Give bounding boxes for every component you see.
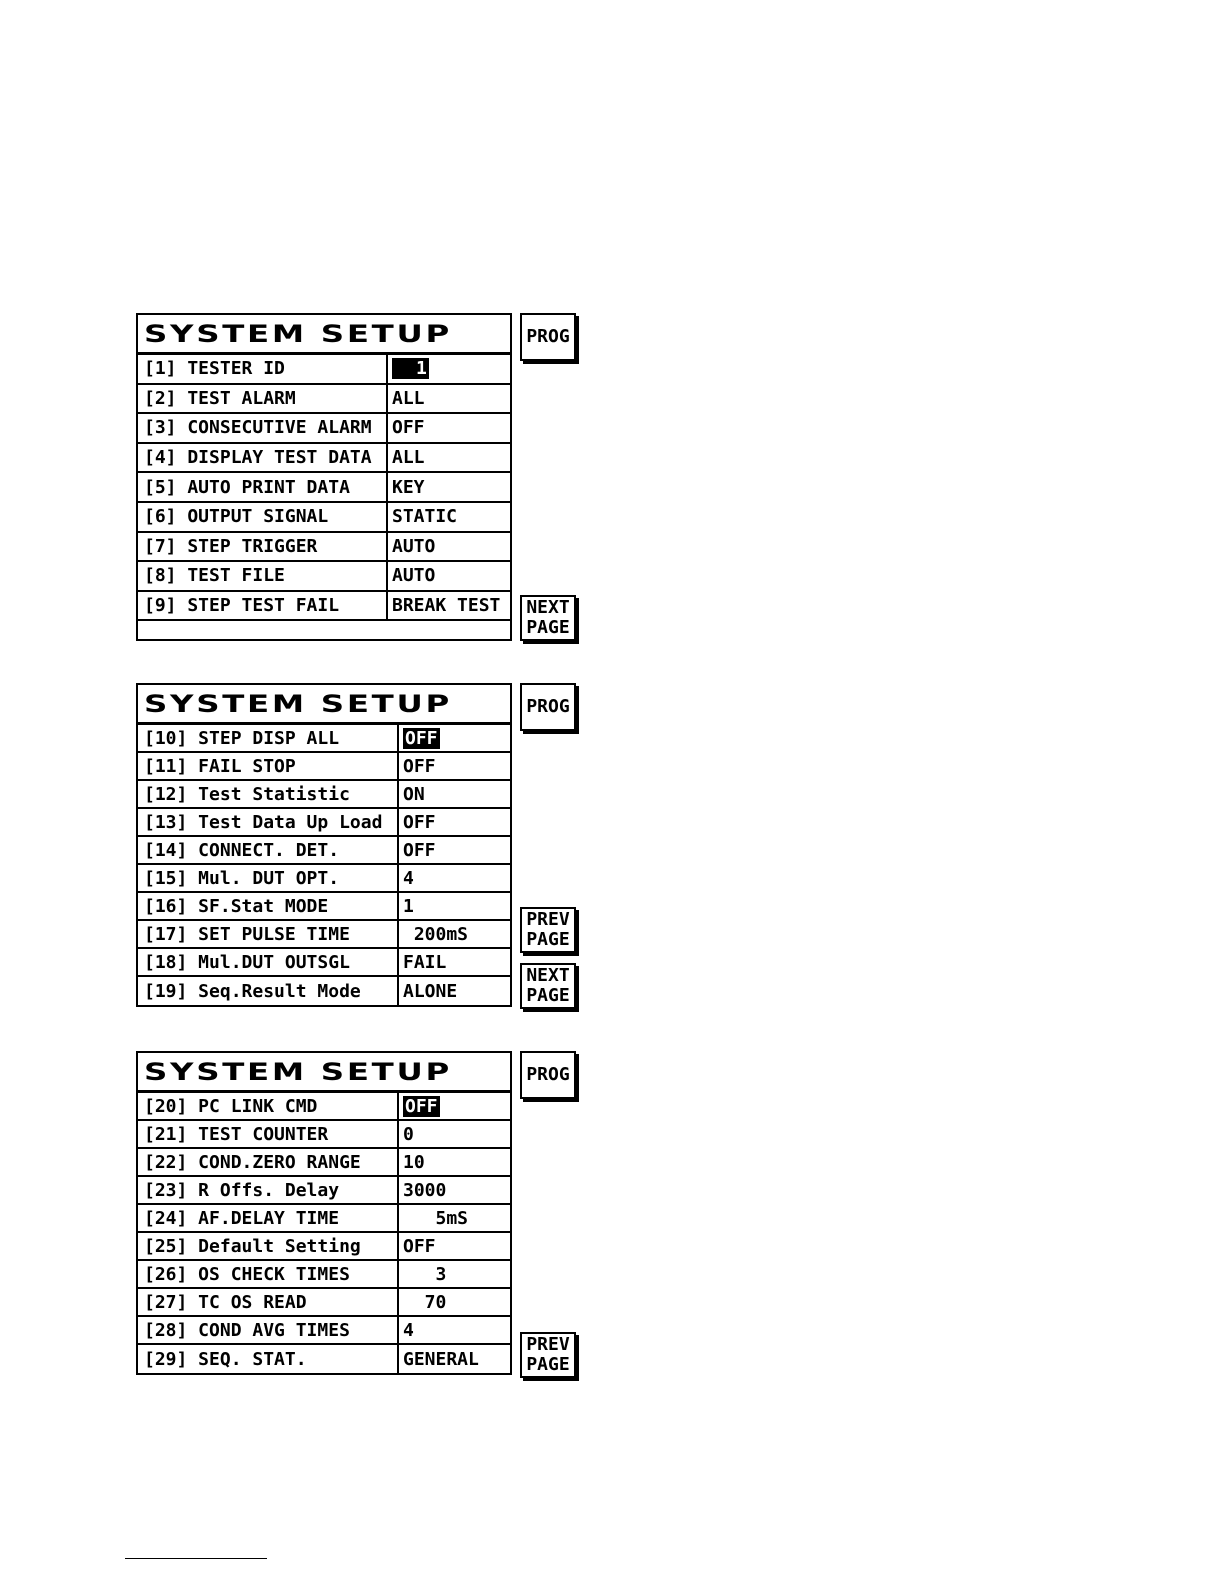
button-label-line-1: NEXT	[526, 965, 570, 986]
rows-1	[138, 355, 510, 639]
prev-page-button[interactable]	[520, 907, 576, 953]
button-label-line-1: PREV	[526, 1334, 570, 1355]
setting-row-step-trigger[interactable]	[138, 533, 510, 563]
setting-row-tester-id[interactable]	[138, 355, 510, 385]
setting-label: [18] Mul.DUT OUTSGL	[138, 949, 399, 975]
prog-button[interactable]	[520, 1051, 576, 1099]
setting-row-step-test-fail[interactable]	[138, 592, 510, 622]
setting-label: [20] PC LINK CMD	[138, 1093, 399, 1119]
setting-row-connect-det[interactable]	[138, 837, 510, 865]
setting-row-pc-link-cmd[interactable]	[138, 1093, 510, 1121]
setting-label: [15] Mul. DUT OPT.	[138, 865, 399, 891]
setting-value[interactable]: ALL	[392, 447, 425, 469]
setting-row-fail-stop[interactable]	[138, 753, 510, 781]
setting-value[interactable]: OFF	[403, 811, 436, 833]
setting-row-test-counter[interactable]	[138, 1121, 510, 1149]
button-label-line-2: PAGE	[526, 617, 570, 638]
setting-label: [13] Test Data Up Load	[138, 809, 399, 835]
setting-label: [17] SET PULSE TIME	[138, 921, 399, 947]
setting-label: [27] TC OS READ	[138, 1289, 399, 1315]
button-label-line-2: PAGE	[526, 929, 570, 950]
setting-label: [1] TESTER ID	[138, 355, 388, 383]
system-setup-panel-1	[136, 313, 578, 645]
button-label-line-2: PAGE	[526, 985, 570, 1006]
prog-button-label: PROG	[526, 696, 570, 717]
next-page-button[interactable]	[520, 963, 576, 1009]
selected-value: OFF	[405, 727, 438, 749]
setting-row-af-delay-time[interactable]	[138, 1205, 510, 1233]
setting-label: [11] FAIL STOP	[138, 753, 399, 779]
setting-row-mul-dut-opt[interactable]	[138, 865, 510, 893]
setting-value[interactable]: OFF	[392, 417, 425, 439]
prev-page-button[interactable]	[520, 1332, 576, 1378]
setting-value[interactable]	[388, 355, 429, 383]
setting-label: [14] CONNECT. DET.	[138, 837, 399, 863]
setting-label: [16] SF.Stat MODE	[138, 893, 399, 919]
setting-row-output-signal[interactable]	[138, 503, 510, 533]
setting-row-mul-dut-outsgl[interactable]	[138, 949, 510, 977]
setting-value[interactable]: BREAK TEST	[392, 595, 501, 617]
setting-value[interactable]: AUTO	[392, 565, 436, 587]
setting-value[interactable]: ON	[403, 783, 425, 805]
settings-table-2	[136, 683, 512, 1007]
setting-row-cond-zero-range[interactable]	[138, 1149, 510, 1177]
setting-label: [10] STEP DISP ALL	[138, 725, 399, 751]
setting-row-consecutive-alarm[interactable]	[138, 414, 510, 444]
rows-3	[138, 1093, 510, 1373]
setting-row-step-disp-all[interactable]	[138, 725, 510, 753]
setting-label: [8] TEST FILE	[138, 562, 388, 590]
setting-label: [26] OS CHECK TIMES	[138, 1261, 399, 1287]
setting-value[interactable]: 200mS	[403, 923, 469, 945]
next-page-button[interactable]	[520, 595, 576, 641]
setting-label: [28] COND AVG TIMES	[138, 1317, 399, 1343]
setting-label: [21] TEST COUNTER	[138, 1121, 399, 1147]
setting-label: [23] R Offs. Delay	[138, 1177, 399, 1203]
setting-value[interactable]	[399, 725, 440, 751]
panel-title: SYSTEM SETUP	[138, 315, 510, 355]
setting-label: [3] CONSECUTIVE ALARM	[138, 414, 388, 442]
setting-row-seq-result-mode[interactable]	[138, 977, 510, 1005]
button-label-line-1: NEXT	[526, 597, 570, 618]
setting-label: [25] Default Setting	[138, 1233, 399, 1259]
settings-table-1	[136, 313, 512, 641]
button-label-line-1: PREV	[526, 909, 570, 930]
setting-value[interactable]	[399, 1093, 440, 1119]
setting-row-seq-stat[interactable]	[138, 1345, 510, 1373]
setting-label: [19] Seq.Result Mode	[138, 977, 399, 1005]
setting-label: [24] AF.DELAY TIME	[138, 1205, 399, 1231]
setting-label: [29] SEQ. STAT.	[138, 1345, 399, 1373]
setting-row-display-test-data[interactable]	[138, 444, 510, 474]
rows-2	[138, 725, 510, 1005]
setting-value[interactable]: AUTO	[392, 535, 436, 557]
setting-label: [7] STEP TRIGGER	[138, 533, 388, 561]
setting-row-test-statistic[interactable]	[138, 781, 510, 809]
prog-button[interactable]	[520, 683, 576, 731]
setting-row-cond-avg-times[interactable]	[138, 1317, 510, 1345]
setting-row-default-setting[interactable]	[138, 1233, 510, 1261]
prog-button[interactable]	[520, 313, 576, 361]
setting-value[interactable]: OFF	[403, 839, 436, 861]
setting-row-tc-os-read[interactable]	[138, 1289, 510, 1317]
setting-value[interactable]: 1	[403, 895, 414, 917]
setting-value[interactable]: KEY	[392, 476, 425, 498]
selected-value: 1	[392, 358, 429, 379]
system-setup-panel-3	[136, 1051, 578, 1383]
setting-row-r-offs-delay[interactable]	[138, 1177, 510, 1205]
setting-label: [12] Test Statistic	[138, 781, 399, 807]
setting-label: [9] STEP TEST FAIL	[138, 592, 388, 620]
setting-value[interactable]: 3	[403, 1263, 447, 1285]
setting-value[interactable]: 10	[403, 1151, 425, 1173]
panel-title: SYSTEM SETUP	[138, 685, 510, 725]
setting-value[interactable]: 5mS	[403, 1207, 469, 1229]
prog-button-label: PROG	[526, 326, 570, 347]
selected-value: OFF	[405, 1095, 438, 1117]
setting-value[interactable]: FAIL	[403, 951, 447, 973]
panel-title: SYSTEM SETUP	[138, 1053, 510, 1093]
setting-value[interactable]: GENERAL	[403, 1348, 479, 1370]
settings-table-3	[136, 1051, 512, 1375]
footnote-divider	[125, 1558, 267, 1559]
setting-label: [4] DISPLAY TEST DATA	[138, 444, 388, 472]
setting-label: [6] OUTPUT SIGNAL	[138, 503, 388, 531]
setting-value[interactable]: OFF	[403, 755, 436, 777]
setting-label: [5] AUTO PRINT DATA	[138, 473, 388, 501]
setting-label: [2] TEST ALARM	[138, 385, 388, 413]
setting-value[interactable]: 70	[403, 1291, 447, 1313]
setting-row-test-file[interactable]	[138, 562, 510, 592]
empty-row	[138, 621, 510, 639]
system-setup-panel-2	[136, 683, 578, 1013]
setting-value[interactable]: ALONE	[403, 980, 458, 1002]
setting-row-auto-print-data[interactable]	[138, 473, 510, 503]
setting-row-test-alarm[interactable]	[138, 385, 510, 415]
setting-label: [22] COND.ZERO RANGE	[138, 1149, 399, 1175]
prog-button-label: PROG	[526, 1064, 570, 1085]
setting-value[interactable]: 4	[403, 1319, 414, 1341]
setting-value[interactable]: STATIC	[392, 506, 458, 528]
setting-value[interactable]: 0	[403, 1123, 414, 1145]
setting-value[interactable]: ALL	[392, 387, 425, 409]
setting-row-set-pulse-time[interactable]	[138, 921, 510, 949]
setting-value[interactable]: OFF	[403, 1235, 436, 1257]
setting-value[interactable]: 4	[403, 867, 414, 889]
button-label-line-2: PAGE	[526, 1354, 570, 1375]
setting-value[interactable]: 3000	[403, 1179, 447, 1201]
setting-row-os-check-times[interactable]	[138, 1261, 510, 1289]
setting-row-test-data-up-load[interactable]	[138, 809, 510, 837]
setting-row-sf-stat-mode[interactable]	[138, 893, 510, 921]
